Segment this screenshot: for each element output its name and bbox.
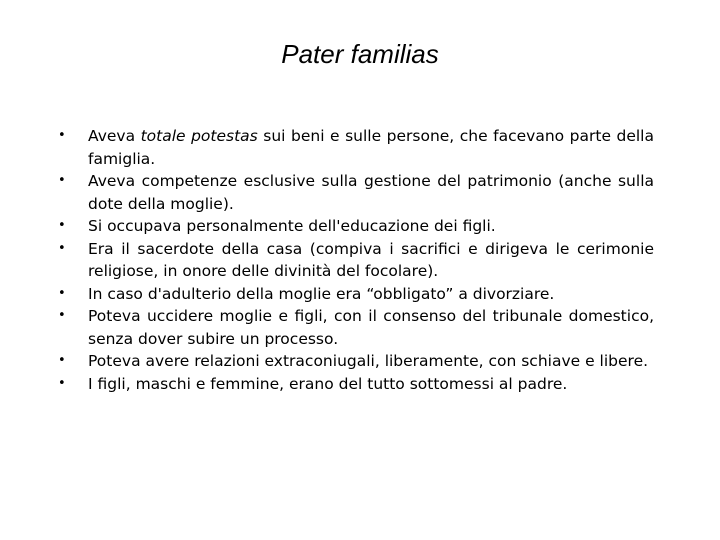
slide-title: Pater familias — [281, 39, 439, 69]
bullet-text: Era il sacerdote della casa (compiva i sacrifici e dirigeva le cerimonie religiose, in onore delle divinità del focolare). — [88, 239, 654, 280]
bullet-item — [58, 305, 654, 350]
bullet-text: Poteva avere relazioni extraconiugali, liberamente, con schiave e libere. — [88, 352, 649, 370]
bullet-item — [58, 350, 654, 373]
bullet-dot-icon: • — [58, 218, 66, 233]
bullet-list — [58, 125, 654, 395]
bullet-item — [58, 170, 654, 215]
bullet-text: I figli, maschi e femmine, erano del tutto sottomessi al padre. — [88, 374, 568, 393]
bullet-dot-icon: • — [58, 375, 66, 391]
bullet-dot-icon: • — [58, 128, 66, 143]
bullet-text: Poteva uccidere moglie e figli, con il consenso del tribunale domestico, senza dover subire un processo. — [88, 307, 654, 348]
bullet-text: In caso d'adulterio della moglie era “obbligato” a divorziare. — [88, 284, 555, 303]
bullet-dot-icon: • — [58, 173, 66, 188]
bullet-dot-icon: • — [58, 308, 66, 323]
bullet-item — [58, 283, 654, 306]
bullet-item — [58, 238, 654, 283]
bullet-text-emphasis: totale potestas — [140, 127, 258, 145]
bullet-text: Aveva competenze esclusive sulla gestione del patrimonio (anche sulla dote della moglie). — [88, 172, 654, 213]
bullet-item — [58, 125, 654, 170]
bullet-dot-icon: • — [58, 240, 66, 256]
bullet-dot-icon: • — [58, 285, 66, 301]
bullet-dot-icon: • — [58, 353, 66, 368]
bullet-item — [58, 373, 654, 396]
bullet-text-before: Aveva — [88, 127, 141, 145]
bullet-item — [58, 215, 654, 238]
bullet-text-after: sui beni e sulle persone, che facevano parte della famiglia. — [88, 127, 654, 168]
bullet-text: Si occupava personalmente dell'educazione dei figli. — [88, 217, 496, 235]
